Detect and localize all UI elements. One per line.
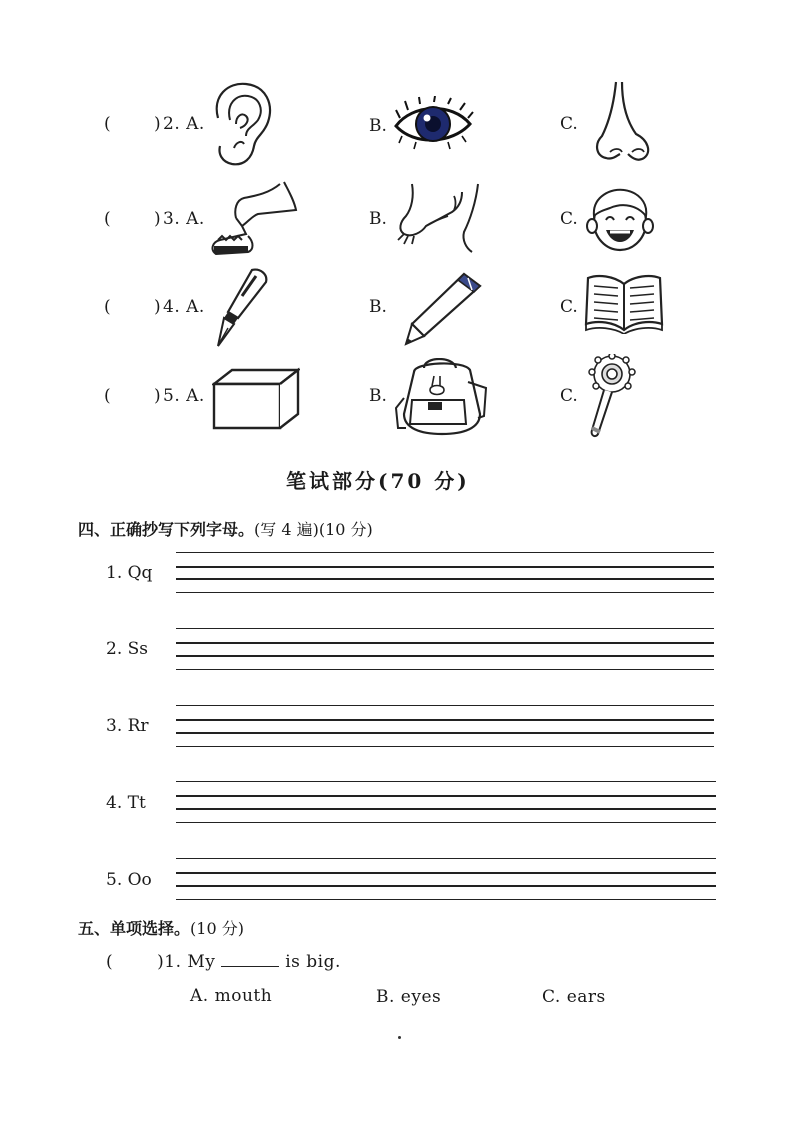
writing-line xyxy=(176,808,716,810)
answer-blank xyxy=(221,952,279,967)
writing-line xyxy=(176,566,714,568)
writing-line xyxy=(176,719,714,721)
face-icon xyxy=(584,186,656,254)
question-number: 2. A. xyxy=(163,114,205,134)
answer-paren-open: ( xyxy=(104,114,112,134)
section-5-heading-text: 五、单项选择。 xyxy=(78,919,191,938)
writing-line xyxy=(176,628,714,629)
writing-line xyxy=(176,899,716,900)
answer-paren-open: ( xyxy=(104,297,112,317)
writing-line xyxy=(176,822,716,823)
answer-paren-open: ( xyxy=(104,386,112,406)
answer-paren-close: ) xyxy=(154,297,162,317)
arm-icon xyxy=(392,182,482,256)
section-5-heading xyxy=(78,916,244,939)
pencil-icon xyxy=(402,270,484,346)
book-icon xyxy=(584,272,664,334)
section-4-heading-text: 四、正确抄写下列字母。 xyxy=(78,520,255,539)
answer-paren-open: ( xyxy=(106,952,114,972)
eye-icon xyxy=(392,96,474,152)
fountain-pen-icon xyxy=(208,266,272,350)
copy-letter-label: 4. Tt xyxy=(106,793,146,813)
question-number: 5. A. xyxy=(163,386,205,406)
copy-letter-label: 5. Oo xyxy=(106,870,152,890)
option-b: B. eyes xyxy=(376,987,442,1007)
writing-line xyxy=(176,655,714,657)
section-5-score: (10 分) xyxy=(190,919,244,938)
schoolbag-icon xyxy=(394,358,490,436)
copy-letter-label: 1. Qq xyxy=(106,563,153,583)
written-part-title: 笔试部分(70 分) xyxy=(286,469,470,493)
question-number: 4. A. xyxy=(163,297,205,317)
answer-paren-close: ) xyxy=(154,114,162,134)
section-4-instruction: (写 4 遍)(10 分) xyxy=(254,520,373,539)
writing-line xyxy=(176,578,714,580)
writing-line xyxy=(176,872,716,874)
writing-line xyxy=(176,552,714,553)
option-c-label: C. xyxy=(560,386,578,406)
section-4-heading xyxy=(78,517,373,540)
writing-line xyxy=(176,746,714,747)
writing-line xyxy=(176,592,714,593)
option-a: A. mouth xyxy=(190,986,273,1006)
writing-line xyxy=(176,858,716,859)
writing-line xyxy=(176,642,714,644)
copy-letter-label: 2. Ss xyxy=(106,639,148,659)
option-b-label: B. xyxy=(369,209,387,229)
ear-icon xyxy=(206,78,276,170)
writing-line xyxy=(176,669,714,670)
option-c-label: C. xyxy=(560,297,578,317)
rattle-icon xyxy=(582,354,642,440)
answer-paren-close: ) xyxy=(157,952,165,972)
writing-line xyxy=(176,795,716,797)
option-c: C. ears xyxy=(542,987,606,1007)
option-b-label: B. xyxy=(369,386,387,406)
page-mark xyxy=(398,1036,401,1039)
question-stem-end: is big. xyxy=(285,952,341,972)
writing-line xyxy=(176,732,714,734)
question-stem-start: 1. My xyxy=(164,952,216,972)
answer-paren-close: ) xyxy=(154,386,162,406)
copy-letter-label: 3. Rr xyxy=(106,716,149,736)
option-b-label: B. xyxy=(369,297,387,317)
question-1-row xyxy=(106,952,341,972)
option-b-label: B. xyxy=(369,116,387,136)
question-number: 3. A. xyxy=(163,209,205,229)
answer-paren-close: ) xyxy=(154,209,162,229)
writing-line xyxy=(176,781,716,782)
box-icon xyxy=(212,366,300,430)
answer-paren-open: ( xyxy=(104,209,112,229)
writing-line xyxy=(176,885,716,887)
writing-line xyxy=(176,705,714,706)
option-c-label: C. xyxy=(560,209,578,229)
nose-icon xyxy=(592,80,662,164)
foot-icon xyxy=(208,180,300,260)
option-c-label: C. xyxy=(560,114,578,134)
